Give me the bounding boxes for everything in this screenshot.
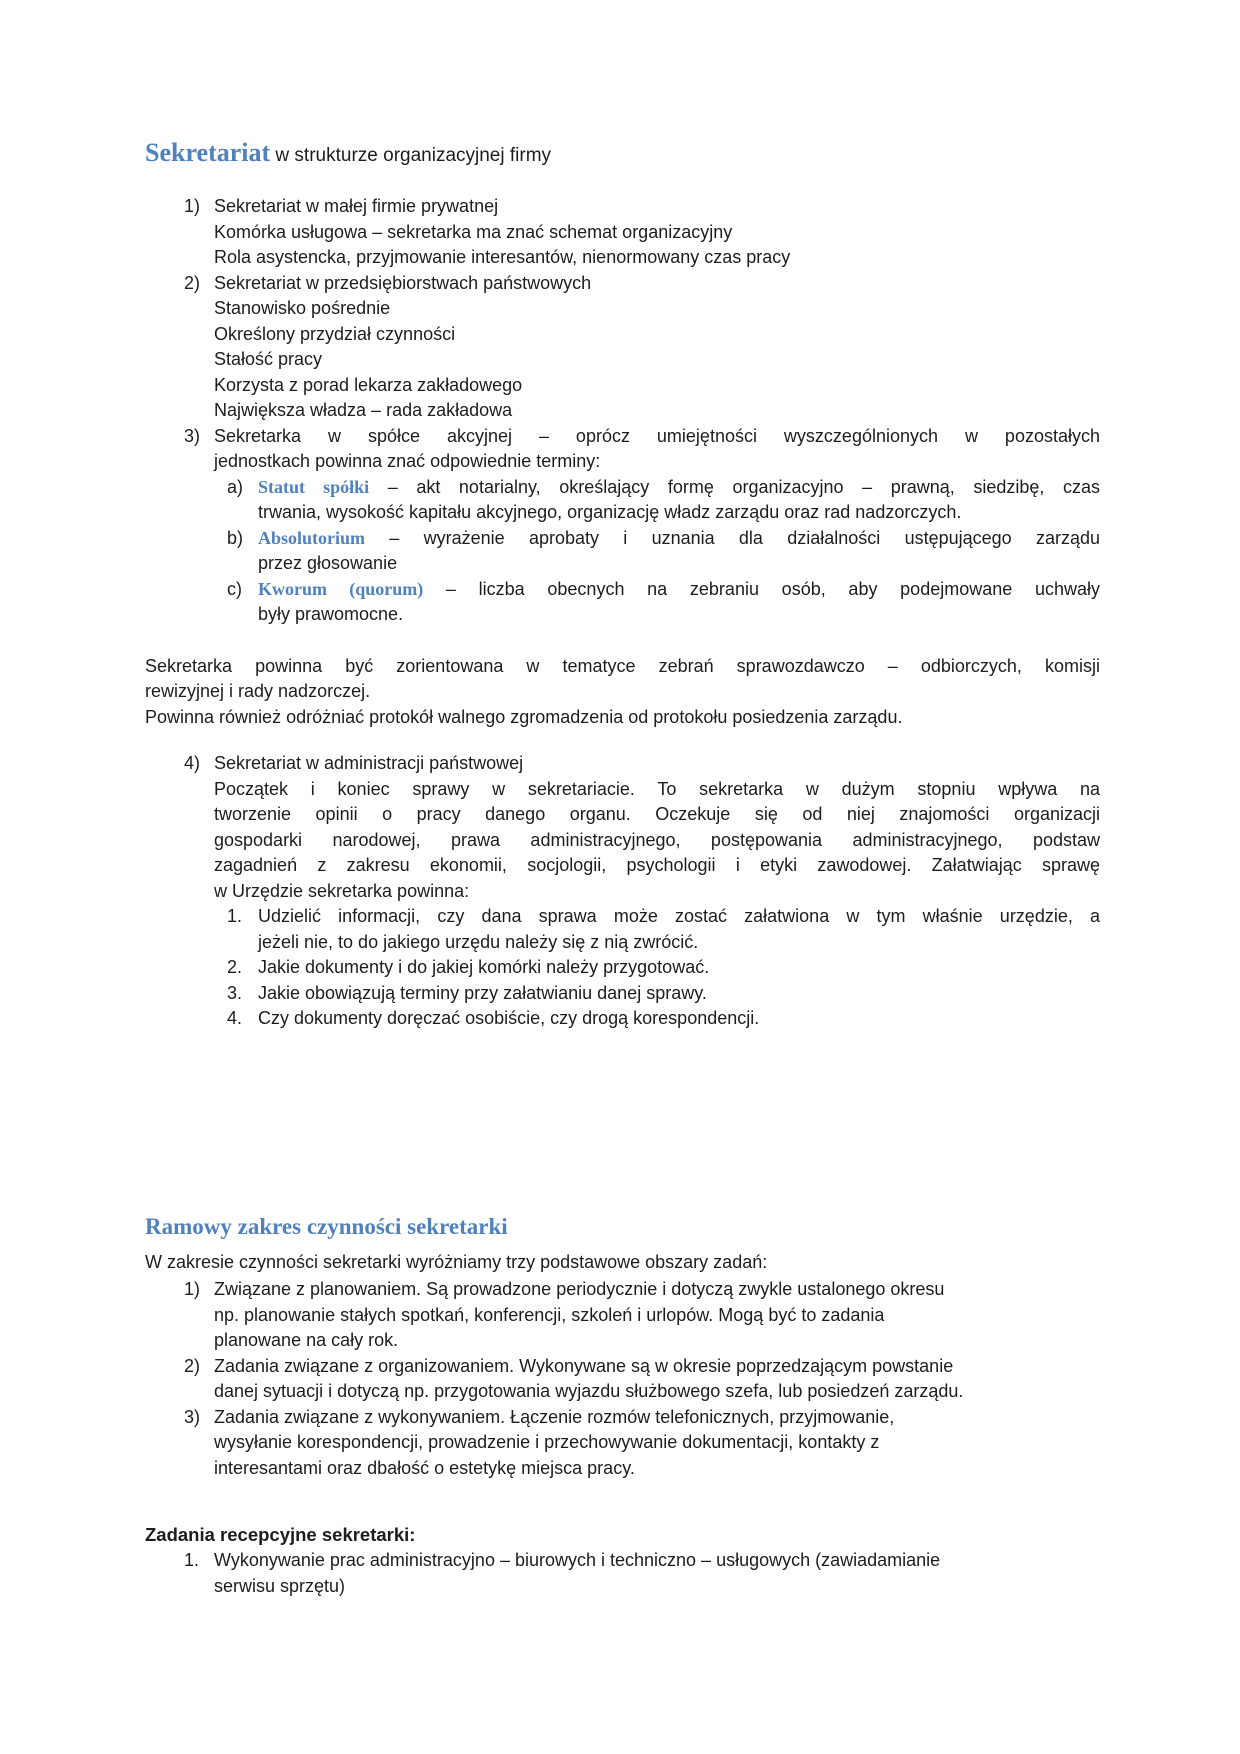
list-item (145, 981, 1100, 1007)
text-line (214, 347, 1100, 373)
text-segment: były prawomocne. (258, 604, 404, 624)
term-highlight: Kworum (quorum) (258, 578, 424, 599)
text-segment: zagadnień z zakresu ekonomii, socjologii, psychologii i etyki zawodowej. Załatwiając sprawę (214, 855, 1100, 875)
text-line (214, 296, 1100, 322)
text-line (258, 904, 1100, 930)
text-line (145, 679, 1100, 705)
text-line (214, 398, 1100, 424)
text-line (258, 981, 1100, 1007)
text-segment: rewizyjnej i rady nadzorczej. (145, 681, 371, 701)
list-item (145, 475, 1100, 526)
list-item (145, 271, 1100, 424)
spacer (145, 730, 1100, 751)
spacer (145, 628, 1100, 654)
text-segment: wysyłanie korespondencji, prowadzenie i przechowywanie dokumentacji, kontakty z (214, 1432, 880, 1452)
text-segment: np. planowanie stałych spotkań, konferencji, szkoleń i urlopów. Mogą być to zadania (214, 1304, 885, 1325)
text-segment: W zakresie czynności sekretarki wyróżniamy trzy podstawowe obszary zadań: (145, 1251, 768, 1272)
spacer (145, 1032, 1100, 1212)
text-segment: Czy dokumenty doręczać osobiście, czy drogą korespondencji. (258, 1008, 760, 1028)
text-segment: Sekretariat w małej firmie prywatnej (214, 196, 499, 216)
list-item (145, 1354, 1100, 1405)
text-segment: – wyrażenie aprobaty i uznania dla działalności ustępującego zarządu (365, 527, 1100, 548)
text-line (214, 1277, 1100, 1303)
text-segment: Zadania związane z wykonywaniem. Łączenie rozmów telefonicznych, przyjmowanie, (214, 1406, 895, 1427)
text-line (214, 1456, 1100, 1482)
text-segment: w strukturze organizacyjnej firmy (270, 145, 552, 166)
term-highlight: Absolutorium (258, 527, 366, 548)
list-marker: 1) (184, 196, 201, 216)
list-marker: 4. (227, 1008, 243, 1028)
text-line (214, 449, 1100, 475)
text-line (214, 1303, 1100, 1329)
text-segment: Sekretariat w administracji państwowej (214, 753, 524, 773)
text-line (258, 475, 1100, 501)
text-line (214, 194, 1100, 220)
list-item (145, 194, 1100, 271)
text-segment: Sekretarka powinna być zorientowana w tematyce zebrań sprawozdawczo – odbiorczych, komisji (145, 655, 1100, 676)
text-line (214, 220, 1100, 246)
text-line (214, 1430, 1100, 1456)
text-line (214, 322, 1100, 348)
subsection-heading: Zadania recepcyjne sekretarki: (145, 1524, 416, 1545)
text-line (258, 1006, 1100, 1032)
text-segment: Rola asystencka, przyjmowanie interesantów, nienormowany czas pracy (214, 247, 791, 267)
text-line (258, 602, 1100, 628)
text-line (214, 1574, 1100, 1600)
text-line (145, 1250, 1100, 1276)
list-marker: 2) (184, 1355, 201, 1376)
list-item (145, 955, 1100, 981)
list-item (145, 1405, 1100, 1482)
text-line (145, 654, 1100, 680)
list-item (145, 904, 1100, 955)
list-item (145, 751, 1100, 904)
list-item (145, 1548, 1100, 1599)
text-line (214, 1548, 1100, 1574)
text-segment: Sekretarka w spółce akcyjnej – oprócz umiejętności wyszczególnionych w pozostałych (214, 425, 1100, 446)
text-line (258, 500, 1100, 526)
text-line (214, 1405, 1100, 1431)
text-line (214, 751, 1100, 777)
text-segment: Początek i koniec sprawy w sekretariacie. To sekretarka w dużym stopniu wpływa na (214, 778, 1100, 799)
text-line (258, 930, 1100, 956)
text-segment: Stanowisko pośrednie (214, 298, 391, 318)
text-segment: danej sytuacji i dotyczą np. przygotowania wyjazdu służbowego szefa, lub posiedzeń zarządu. (214, 1381, 964, 1401)
list-marker: c) (227, 578, 242, 599)
text-line (214, 879, 1100, 905)
section-heading: Ramowy zakres czynności sekretarki (145, 1213, 508, 1239)
text-segment: planowane na cały rok. (214, 1330, 399, 1350)
text-line (145, 705, 1100, 731)
text-segment: trwania, wysokość kapitału akcyjnego, organizację władz zarządu oraz rad nadzorczych. (258, 502, 962, 522)
spacer (145, 171, 1100, 194)
list-item (145, 1277, 1100, 1354)
text-line (258, 551, 1100, 577)
text-segment: Powinna również odróżniać protokół walnego zgromadzenia od protokołu posiedzenia zarządu. (145, 706, 903, 727)
text-segment: Związane z planowaniem. Są prowadzone periodycznie i dotyczą zwykle ustalonego okresu (214, 1279, 945, 1299)
text-line (258, 577, 1100, 603)
list-marker: 2) (184, 272, 201, 293)
text-segment: Określony przydział czynności (214, 323, 456, 344)
text-segment: Sekretariat w przedsiębiorstwach państwowych (214, 272, 592, 293)
text-segment: Wykonywanie prac administracyjno – biurowych i techniczno – usługowych (zawiadamianie (214, 1550, 941, 1570)
list-marker: 4) (184, 753, 201, 773)
text-line (214, 853, 1100, 879)
text-segment: – liczba obecnych na zebraniu osób, aby podejmowane uchwały (423, 578, 1100, 599)
text-line (214, 424, 1100, 450)
list-marker: 3) (184, 1406, 201, 1427)
text-segment: Korzysta z porad lekarza zakładowego (214, 374, 523, 395)
text-line (214, 1354, 1100, 1380)
text-segment: jednostkach powinna znać odpowiednie terminy: (214, 451, 601, 471)
list-item (145, 424, 1100, 475)
list-marker: a) (227, 476, 244, 497)
text-line (214, 1379, 1100, 1405)
list-marker: 1. (184, 1550, 200, 1570)
list-item (145, 1006, 1100, 1032)
document-content (145, 137, 1100, 1599)
paragraph (145, 1250, 1100, 1276)
text-segment: Komórka usługowa – sekretarka ma znać schemat organizacyjny (214, 221, 733, 242)
text-segment: gospodarki narodowej, prawa administracyjnego, postępowania administracyjnego, podstaw (214, 829, 1100, 850)
text-segment: przez głosowanie (258, 553, 398, 573)
text-segment: serwisu sprzętu) (214, 1575, 346, 1596)
text-segment: Stałość pracy (214, 349, 323, 369)
spacer (145, 1481, 1100, 1522)
text-line (214, 802, 1100, 828)
list-marker: 3. (227, 982, 243, 1003)
text-line (214, 245, 1100, 271)
text-line (214, 828, 1100, 854)
list-marker: b) (227, 527, 244, 548)
text-line (214, 373, 1100, 399)
list-marker: 3) (184, 425, 201, 446)
paragraph (145, 654, 1100, 731)
text-segment: w Urzędzie sekretarka powinna: (214, 880, 470, 901)
list-item (145, 577, 1100, 628)
text-segment: – akt notarialny, określający formę organizacyjno – prawną, siedzibę, czas (369, 476, 1100, 497)
text-line (214, 777, 1100, 803)
text-line (258, 955, 1100, 981)
term-highlight: Sekretariat (145, 138, 271, 167)
list-marker: 2. (227, 957, 243, 977)
text-segment: Udzielić informacji, czy dana sprawa może zostać załatwiona w tym właśnie urzędzie, a (258, 906, 1100, 926)
list-marker: 1. (227, 906, 243, 926)
text-segment: Jakie obowiązują terminy przy załatwianiu danej sprawy. (258, 982, 707, 1003)
text-line (214, 271, 1100, 297)
text-segment: Największa władza – rada zakładowa (214, 400, 513, 420)
text-segment: interesantami oraz dbałość o estetykę miejsca pracy. (214, 1457, 635, 1478)
term-highlight: Statut spółki (258, 476, 370, 497)
text-line (258, 526, 1100, 552)
document-title (145, 137, 1100, 171)
text-segment: jeżeli nie, to do jakiego urzędu należy się z nią zwrócić. (258, 931, 699, 952)
list-item (145, 526, 1100, 577)
text-segment: Zadania związane z organizowaniem. Wykonywane są w okresie poprzedzającym powstanie (214, 1355, 954, 1376)
text-segment: tworzenie opinii o pracy danego organu. Oczekuje się od niej znajomości organizacji (214, 804, 1100, 824)
list-marker: 1) (184, 1279, 201, 1299)
text-segment: Jakie dokumenty i do jakiej komórki należy przygotować. (258, 957, 710, 977)
text-line (214, 1328, 1100, 1354)
